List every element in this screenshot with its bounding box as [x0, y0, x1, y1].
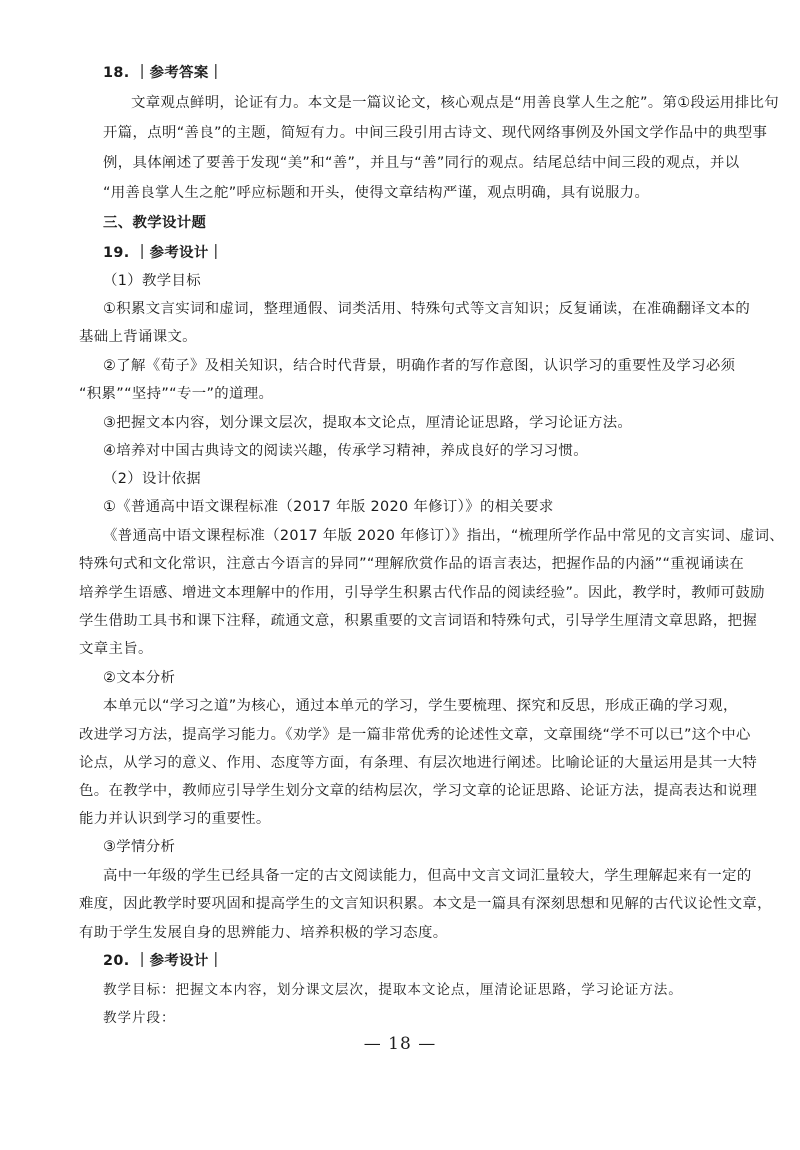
- q19-goal1-line-2: 基础上背诵课文。: [79, 329, 197, 345]
- q19-goals-title: （1）教学目标: [103, 273, 201, 289]
- q19-basis1-line-4: 学生借助工具书和课下注释，疏通文意，积累重要的文言词语和特殊句式，引导学生厘清文章思路，把握: [79, 613, 758, 629]
- q20-segment: 教学片段：: [103, 1010, 176, 1026]
- q19-basis2-line-3: 论点，从学习的意义、作用、态度等方面，有条理、有层次地进行阐述。比喻论证的大量运用是其一大特: [79, 755, 758, 771]
- q18-line-2: 开篇，点明“善良”的主题，简短有力。中间三段引用古诗文、现代网络事例及外国文学作品中的典型事: [103, 125, 768, 141]
- q19-basis1-line-5: 文章主旨。: [79, 641, 153, 657]
- q19-basis-title: （2）设计依据: [103, 471, 201, 487]
- q19-basis2-line-1: 本单元以“学习之道”为核心，通过本单元的学习，学生要梳理、探究和反思，形成正确的学习观，: [103, 698, 738, 714]
- q19-basis3-line-2: 难度，因此教学时要巩固和提高学生的文言知识积累。本文是一篇具有深刻思想和见解的古代议论性文章，: [79, 896, 772, 912]
- q18-line-1: 文章观点鲜明，论证有力。本文是一篇议论文，核心观点是“用善良掌人生之舵”。第①段运用排比句: [131, 95, 779, 111]
- q18-heading: 18. ｜参考答案｜: [103, 65, 224, 81]
- q19-goal2-line-2: “积累”“坚持”“专一”的道理。: [79, 386, 274, 402]
- page-number: — 18 —: [363, 1034, 437, 1054]
- q19-basis2-line-4: 色。在教学中，教师应引导学生划分文章的结构层次，学习文章的论证思路、论证方法，提高表达和说理: [79, 783, 758, 799]
- q19-goal3: ③把握文本内容，划分课文层次，提取本文论点，厘清论证思路，学习论证方法。: [103, 415, 633, 431]
- q19-basis2-title: ②文本分析: [103, 670, 176, 686]
- q19-basis1-line-1: 《普通高中语文课程标准（2017 年版 2020 年修订）》指出，“梳理所学作品中常见的文言实词、虚词、: [103, 528, 785, 544]
- q19-goal1-line-1: ①积累文言实词和虚词，整理通假、词类活用、特殊句式等文言知识；反复诵读，在准确翻译文本的: [103, 301, 751, 317]
- q20-goal: 教学目标：把握文本内容，划分课文层次，提取本文论点，厘清论证思路，学习论证方法。: [103, 982, 683, 998]
- q18-line-3: 例，具体阐述了要善于发现“美”和“善”，并且与“善”同行的观点。结尾总结中间三段的观点，并以: [103, 155, 740, 171]
- q19-basis1-line-3: 培养学生语感、增进文本理解中的作用，引导学生积累古代作品的阅读经验”。因此，教学时，教师可鼓励: [79, 585, 765, 601]
- q19-basis2-line-5: 能力并认识到学习的重要性。: [79, 811, 271, 827]
- q19-basis1-title: ①《普通高中语文课程标准（2017 年版 2020 年修订）》的相关要求: [103, 499, 554, 515]
- q19-goal4: ④培养对中国古典诗文的阅读兴趣，传承学习精神，养成良好的学习习惯。: [103, 443, 588, 459]
- q19-basis3-line-1: 高中一年级的学生已经具备一定的古文阅读能力，但高中文言文词汇量较大，学生理解起来有一定的: [103, 868, 752, 884]
- q19-goal2-line-1: ②了解《荀子》及相关知识，结合时代背景，明确作者的写作意图，认识学习的重要性及学习必须: [103, 358, 736, 374]
- q19-basis1-line-2: 特殊句式和文化常识，注意古今语言的异同”“理解欣赏作品的语言表达，把握作品的内涵”“重视诵读在: [79, 556, 745, 572]
- q19-basis3-line-3: 有助于学生发展自身的思辨能力、培养积极的学习态度。: [79, 925, 448, 941]
- q19-basis2-line-2: 改进学习方法，提高学习能力。《劝学》是一篇非常优秀的论述性文章，文章围绕“学不可以已”这个中心: [79, 727, 751, 743]
- q19-heading: 19. ｜参考设计｜: [103, 245, 224, 261]
- q20-heading: 20. ｜参考设计｜: [103, 953, 224, 969]
- q19-basis3-title: ③学情分析: [103, 839, 176, 855]
- q18-line-4: “用善良掌人生之舵”呼应标题和开头，使得文章结构严谨，观点明确，具有说服力。: [103, 185, 650, 201]
- section3-heading: 三、教学设计题: [103, 215, 207, 231]
